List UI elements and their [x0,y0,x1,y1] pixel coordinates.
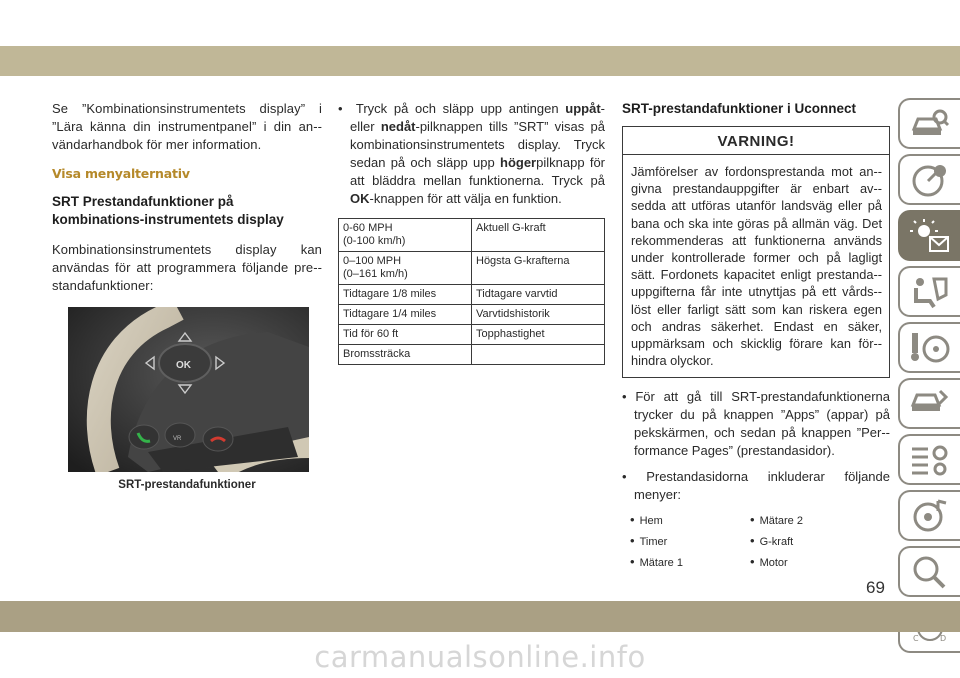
seat-airbag-icon [910,275,950,309]
intro-paragraph: Se ”Kombinationsinstrumentets display” i ”Lära känna din instrumentpanel” i din an-vändarhandbok för mer information. [52,101,322,152]
table-row [339,219,605,252]
uconnect-heading: SRT-prestandafunktioner i Uconnect [622,101,857,116]
tab-driving[interactable] [898,322,960,373]
menu-heading: Visa menyalternativ [52,166,190,181]
watermark: carmanualsonline.info [314,640,646,674]
tab-safety[interactable] [898,210,960,261]
menu-item: • Mätare 1 [630,554,683,570]
instruction-bullet: • Tryck på och släpp upp antingen uppåt- eller nedåt-pilknappen tills ”SRT” visas på kombinationsinstrumentets display. Tryck sedan på och släpp upp högerpilknapp för att bläddra mellan funktionerna. Tryck på OK-knappen för att välja en funktion. [338,101,605,206]
svg-text:D: D [940,634,947,643]
column-left [52,100,322,491]
svg-text:C: C [913,634,919,643]
table-cell: Aktuell G-kraft [472,219,605,252]
table-row [339,345,605,365]
media-music-icon [910,499,950,533]
warning-text: Jämförelser av fordonsprestanda mot an-givna prestandauppgifter är enbart av-sedda att utföras utanför landsväg eller på bana och ska inte göras på allmän väg. Det rekommenderas att funktionerna används under kontrollerade former och på lagligt sätt. Fordonets kapacitet enligt prestanda-uppgifterna får inte utnyttjas på ett vårds-löst eller farligt sätt som kan riskera egen och andras säkerhet. Endast en säker, uppmärksam och skicklig förare kan för-hindra olyckor. [631,164,882,369]
up-keyword: uppåt [565,101,601,116]
menu-item: • Motor [750,554,788,570]
header-band [0,46,960,76]
warning-box [622,126,890,378]
section-heading: SRT Prestandafunktioner på kombinations-instrumentets display [52,194,284,227]
down-keyword: nedåt [380,119,416,134]
table-cell: Varvtidshistorik [472,305,605,325]
table-cell: 0–100 MPH (0–161 km/h) [339,252,472,285]
table-row [339,325,605,345]
table-row [339,305,605,325]
chapter-tabs [898,98,960,658]
body-paragraph: Kombinationsinstrumentets display kan användas för att programmera följande pre-standafunktioner: [52,242,322,293]
vr-button-label: VR [173,436,182,442]
bullet-menus: • Prestandasidorna inkluderar följande menyer: [622,469,891,503]
tab-getting-to-know-vehicle[interactable] [898,98,960,149]
table-cell: 0-60 MPH (0-100 km/h) [339,219,472,252]
car-service-icon [910,387,950,421]
table-cell: Tidtagare 1/4 miles [339,305,472,325]
tab-service[interactable] [898,378,960,429]
steering-wheel-icon [910,331,950,365]
table-cell: Bromssträcka [339,345,472,365]
warning-title: VARNING! [623,127,889,155]
menu-item: • Timer [630,533,668,549]
tab-multimedia[interactable] [898,490,960,541]
settings-list-icon [910,443,950,477]
tab-seats[interactable] [898,266,960,317]
menu-item: • Mätare 2 [750,512,803,528]
footer-band [0,601,960,632]
table-cell: Tid för 60 ft [339,325,472,345]
index-search-icon [910,555,950,589]
column-right [622,100,890,571]
steering-wheel-photo [68,307,309,472]
table-cell [472,345,605,365]
bullet-apps: • För att gå till SRT-prestandafunktionerna trycker du på knappen ”Apps” (appar) på pekskärmen, och sedan på knappen ”Per-formance Pages” (prestandasidor). [622,389,890,459]
menu-list [630,512,870,571]
table-row [339,285,605,305]
menu-item: • Hem [630,512,663,528]
table-cell: Tidtagare 1/8 miles [339,285,472,305]
car-magnifier-icon [910,107,950,141]
tab-maintenance[interactable] [898,434,960,485]
dashboard-gauge-icon [910,163,950,197]
ok-keyword: OK [350,191,370,206]
table-cell: Högsta G-krafterna [472,252,605,285]
table-cell: Topphastighet [472,325,605,345]
performance-functions-table [338,218,605,365]
table-cell: Tidtagare varvtid [472,285,605,305]
tab-index[interactable] [898,546,960,597]
page-number: 69 [866,578,885,597]
warning-light-icon [910,219,950,253]
right-keyword: höger [500,155,537,170]
photo-caption: SRT-prestandafunktioner [118,479,256,491]
menu-item: • G-kraft [750,533,794,549]
ok-button-label: OK [176,360,191,371]
table-row [339,252,605,285]
tab-dashboard[interactable] [898,154,960,205]
column-middle [338,100,605,365]
